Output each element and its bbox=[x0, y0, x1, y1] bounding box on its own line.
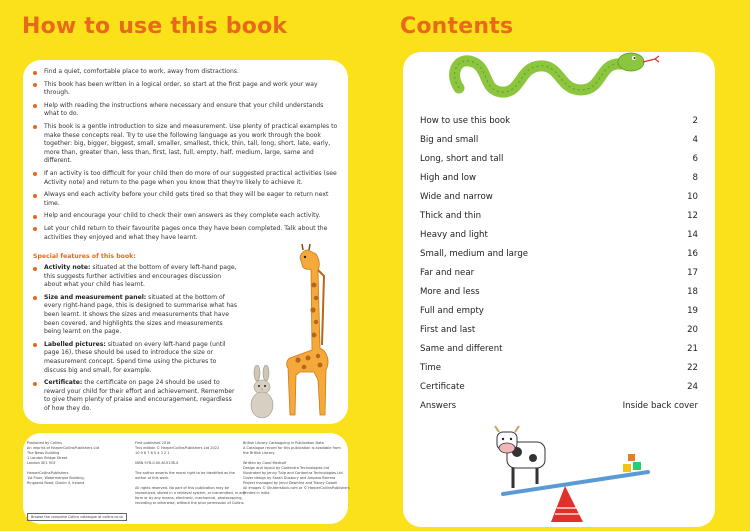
contents-label: Thick and thin bbox=[420, 211, 482, 221]
copyright-line: 10 9 8 7 6 5 4 3 2 1 bbox=[135, 451, 170, 455]
instructions-list bbox=[33, 68, 338, 246]
contents-row[interactable] bbox=[420, 401, 698, 411]
catalogue-line: All images © Shutterstock.com or © HarperCollinsPublishers bbox=[243, 486, 350, 490]
contents-row[interactable] bbox=[420, 211, 698, 221]
contents-page-number: 10 bbox=[687, 192, 698, 202]
how-to-use-card bbox=[23, 60, 348, 424]
contents-label: Big and small bbox=[420, 135, 479, 145]
cow-seesaw-illustration bbox=[473, 424, 673, 524]
contents-page-number: 20 bbox=[687, 325, 698, 335]
contents-page-number: 12 bbox=[687, 211, 698, 221]
publisher-line: 1 London Bridge Street bbox=[27, 456, 68, 460]
contents-row[interactable] bbox=[420, 306, 698, 316]
catalogue-line: Printed in India bbox=[243, 491, 270, 495]
list-item bbox=[33, 379, 238, 413]
list-item: This book has been written in a logical order, so start at the first page and work your way through. bbox=[33, 81, 338, 98]
list-item: Help with reading the instructions where necessary and ensure that your child understands what to do. bbox=[33, 102, 338, 119]
list-item: This book is a gentle introduction to size and measurement. Use plenty of practical examples to make these concepts real. Try to use the following language as you work through the book together: big, bigger, biggest, small, smaller, smallest, thick, thin, tall, long, short, late, early, more than, greater than, less than, first, last, full, empty, half, medium, large, same and different. bbox=[33, 123, 338, 166]
right-page bbox=[375, 0, 750, 531]
publisher-line: 1st Floor, Watermarque Building, bbox=[27, 476, 85, 480]
rabbit-illustration bbox=[245, 365, 279, 421]
catalogue-line: Illustrated by Jenny Tulip and Contentra Technologies Ltd bbox=[243, 471, 343, 475]
contents-page-number: 2 bbox=[692, 116, 698, 126]
contents-label: Same and different bbox=[420, 344, 503, 354]
contents-page-number: 21 bbox=[687, 344, 698, 354]
contents-page-number: 17 bbox=[687, 268, 698, 278]
copyright-line: First published 2016 bbox=[135, 441, 171, 445]
publisher-line: Published by Collins bbox=[27, 441, 62, 445]
contents-label: Time bbox=[420, 363, 442, 373]
publisher-column bbox=[27, 441, 99, 486]
contents-page-number: 14 bbox=[687, 230, 698, 240]
feature-text: situated on every left-hand page (until page 16), these should be used to introduce the size or measurement concept. Spend time using the pictures to discuss big and small, for example. bbox=[44, 340, 226, 374]
contents-row[interactable] bbox=[420, 116, 698, 126]
copyright-line: recording or otherwise, without the prior permission of Collins. bbox=[135, 501, 245, 505]
contents-label: Wide and narrow bbox=[420, 192, 493, 202]
catalogue-line: A Catalogue record for this publication is available from bbox=[243, 446, 341, 450]
publisher-line: HarperCollinsPublishers bbox=[27, 471, 69, 475]
contents-label: More and less bbox=[420, 287, 480, 297]
contents-label: Heavy and light bbox=[420, 230, 488, 240]
contents-page-number: 24 bbox=[687, 382, 698, 392]
contents-row[interactable] bbox=[420, 230, 698, 240]
publisher-line: An imprint of HarperCollinsPublishers Ltd bbox=[27, 446, 100, 450]
contents-row[interactable] bbox=[420, 344, 698, 354]
contents-page-number: 8 bbox=[692, 173, 698, 183]
special-features-list bbox=[33, 264, 238, 418]
list-item bbox=[33, 264, 238, 290]
contents-page-number: 6 bbox=[692, 154, 698, 164]
list-item bbox=[33, 341, 238, 375]
contents-label: Long, short and tall bbox=[420, 154, 504, 164]
copyright-line: The author asserts the moral right to be identified as the bbox=[135, 471, 235, 475]
publisher-line: London SE1 9GF bbox=[27, 461, 56, 465]
copyright-line: author of this work. bbox=[135, 476, 170, 480]
contents-row[interactable] bbox=[420, 192, 698, 202]
copyright-line: reproduced, stored in a retrieval system, or transmitted, in any bbox=[135, 491, 246, 495]
publisher-line: Ringsend Road, Dublin 4, Ireland bbox=[27, 481, 85, 485]
contents-page-number: 19 bbox=[687, 306, 698, 316]
contents-row[interactable] bbox=[420, 154, 698, 164]
feature-term: Activity note: bbox=[44, 264, 91, 271]
contents-page-number: 16 bbox=[687, 249, 698, 259]
list-item: Let your child return to their favourite pages once they have been completed. Talk about the activities they enjoyed and what they have learnt. bbox=[33, 225, 338, 242]
copyright-line: All rights reserved. No part of this publication may be bbox=[135, 486, 229, 490]
catalogue-line: Cover design by Sarah Duxbury and Amparo Barrera bbox=[243, 476, 336, 480]
feature-text: the certificate on page 24 should be used to reward your child for their effort and achievement. Remember to give them plenty of praise and encouragement, regardless of how they do. bbox=[44, 379, 235, 412]
contents-label: How to use this book bbox=[420, 116, 511, 126]
catalogue-line: Design and layout by Contentra Technologies Ltd bbox=[243, 466, 330, 470]
catalogue-line: Project managed by Jenni Dewhirst and Tracey Cowell bbox=[243, 481, 338, 485]
catalogue-column bbox=[243, 441, 350, 496]
contents-row[interactable] bbox=[420, 363, 698, 373]
publisher-info-card bbox=[23, 433, 348, 524]
list-item: If an activity is too difficult for your child then do more of our suggested practical activities (see Activity note) and return to the page when you know that they're likely to achieve it. bbox=[33, 170, 338, 187]
contents-row[interactable] bbox=[420, 287, 698, 297]
feature-text: situated at the bottom of every right-hand page, this is designed to summarise what has been learnt. It shows the sizes and measurements that have been covered, and highlights the sizes and measurements being learnt on the page. bbox=[44, 293, 238, 336]
contents-label: Far and near bbox=[420, 268, 475, 278]
contents-row[interactable] bbox=[420, 382, 698, 392]
browse-catalogue-link[interactable]: Browse the complete Collins catalogue at collins.co.uk bbox=[27, 513, 127, 521]
contents-card bbox=[403, 52, 715, 527]
contents-page-number: Inside back cover bbox=[622, 401, 698, 411]
contents-page-number: 22 bbox=[687, 363, 698, 373]
contents-row[interactable] bbox=[420, 249, 698, 259]
contents-page-number: 18 bbox=[687, 287, 698, 297]
contents-label: First and last bbox=[420, 325, 476, 335]
how-to-use-title: How to use this book bbox=[22, 14, 288, 39]
contents-row[interactable] bbox=[420, 135, 698, 145]
copyright-column bbox=[135, 441, 246, 506]
copyright-line: ISBN 978-0-00-815138-X bbox=[135, 461, 179, 465]
catalogue-line: British Library Cataloguing in Publication Data bbox=[243, 441, 324, 445]
snake-illustration bbox=[443, 44, 668, 106]
contents-label: Answers bbox=[420, 401, 457, 411]
copyright-line: This edition © HarperCollinsPublishers Ltd 2022 bbox=[135, 446, 220, 450]
feature-term: Labelled pictures: bbox=[44, 340, 106, 348]
contents-page-number: 4 bbox=[692, 135, 698, 145]
contents-row[interactable] bbox=[420, 173, 698, 183]
publisher-line: The News Building bbox=[27, 451, 60, 455]
catalogue-line: the British Library. bbox=[243, 451, 276, 455]
contents-label: Small, medium and large bbox=[420, 249, 529, 259]
copyright-line: form or by any means, electronic, mechanical, photocopying, bbox=[135, 496, 243, 500]
feature-term: Certificate: bbox=[44, 379, 83, 387]
catalogue-line: Written by Carol Medcalf bbox=[243, 461, 287, 465]
contents-row[interactable] bbox=[420, 325, 698, 335]
contents-label: Certificate bbox=[420, 382, 465, 392]
contents-title: Contents bbox=[400, 14, 514, 39]
contents-label: Full and empty bbox=[420, 306, 484, 316]
feature-text: situated at the bottom of every left-hand page, this suggests further activities and encourages discussion about what your child has learnt. bbox=[44, 264, 237, 289]
list-item bbox=[33, 294, 238, 337]
feature-term: Size and measurement panel: bbox=[44, 293, 147, 301]
list-item: Help and encourage your child to check their own answers as they complete each activity. bbox=[33, 212, 338, 221]
contents-label: High and low bbox=[420, 173, 477, 183]
contents-row[interactable] bbox=[420, 268, 698, 278]
list-item: Always end each activity before your child gets tired so that they will be eager to return next time. bbox=[33, 191, 338, 208]
giraffe-illustration bbox=[278, 240, 338, 420]
special-features-heading: Special features of this book: bbox=[33, 253, 136, 260]
list-item: Find a quiet, comfortable place to work, away from distractions. bbox=[33, 68, 338, 77]
